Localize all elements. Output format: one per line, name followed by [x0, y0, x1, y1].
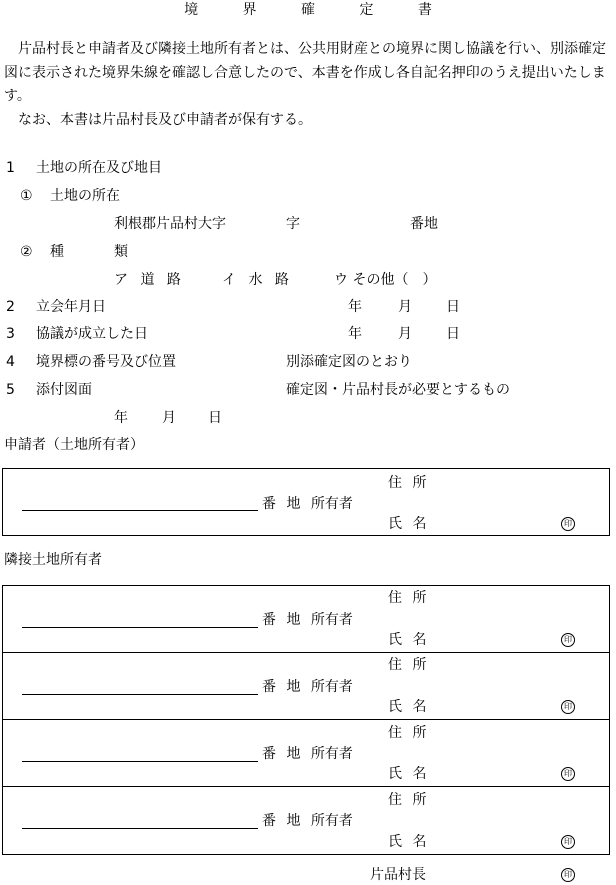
item-3-month: 月	[398, 326, 412, 342]
address-label: 住 所	[388, 725, 427, 741]
address-label: 住 所	[388, 792, 427, 808]
address-label: 住 所	[388, 590, 427, 606]
item-2-label: 立会年月日	[36, 299, 106, 315]
name-label: 氏 名	[388, 766, 427, 782]
item-1-number: 1	[6, 160, 15, 176]
banchi-blank-line	[22, 828, 258, 829]
item-2-month: 月	[398, 299, 412, 315]
item-1a-banchi: 番地	[410, 216, 438, 232]
banchi-owner-label: 番 地 所有者	[262, 612, 353, 628]
item-1a-number: ①	[20, 188, 33, 204]
document-title	[0, 2, 616, 18]
banchi-owner-label: 番 地 所有者	[262, 496, 353, 512]
banchi-owner-label: 番 地 所有者	[262, 746, 353, 762]
name-label: 氏 名	[388, 632, 427, 648]
neighbor-heading: 隣接土地所有者	[4, 552, 102, 568]
item-4-number: 4	[6, 354, 15, 370]
item-2-year: 年	[348, 299, 362, 315]
item-1b-option-water: イ 水 路	[222, 272, 293, 288]
address-label: 住 所	[388, 657, 427, 673]
document-date-month: 月	[162, 410, 176, 426]
name-label: 氏 名	[388, 834, 427, 850]
item-1b-label-1: 種	[50, 244, 64, 260]
seal-mark: 印	[561, 517, 575, 531]
title-char: 書	[417, 2, 432, 18]
item-4-label: 境界標の番号及び位置	[36, 354, 176, 370]
item-4-value: 別添確定図のとおり	[286, 354, 412, 370]
banchi-owner-label: 番 地 所有者	[262, 679, 353, 695]
seal-mark: 印	[561, 868, 575, 882]
banchi-blank-line	[22, 510, 258, 511]
document-date-day: 日	[208, 410, 222, 426]
item-1b-label-2: 類	[114, 244, 128, 260]
item-2-day: 日	[446, 299, 460, 315]
item-3-label: 協議が成立した日	[36, 326, 148, 342]
intro-paragraph-1: 片品村長と申請者及び隣接土地所有者とは、公共用財産との境界に関し協議を行い、別添確定図に表示された境界朱線を確認し合意したので、本書を作成し各自記名押印のうえ提出いたします。	[4, 41, 606, 104]
title-char: 確	[301, 2, 315, 18]
item-3-year: 年	[348, 326, 362, 342]
item-1b-option-other: ウ その他（ ）	[334, 272, 437, 288]
seal-mark: 印	[561, 633, 575, 647]
document-date-year: 年	[114, 410, 128, 426]
address-label: 住 所	[388, 475, 427, 491]
title-char: 境	[184, 2, 199, 18]
item-1b-option-road: ア 道 路	[114, 272, 185, 288]
item-1a-aza: 字	[286, 216, 300, 232]
item-1a-value: 利根郡片品村大字	[114, 216, 226, 232]
item-2-number: 2	[6, 299, 15, 315]
banchi-blank-line	[22, 627, 258, 628]
intro-text	[4, 38, 614, 132]
applicant-heading: 申請者（土地所有者）	[4, 437, 144, 453]
name-label: 氏 名	[388, 699, 427, 715]
item-1a-label: 土地の所在	[50, 188, 120, 204]
name-label: 氏 名	[388, 516, 427, 532]
banchi-blank-line	[22, 694, 258, 695]
intro-paragraph-2: なお、本書は片品村長及び申請者が保有する。	[18, 111, 312, 128]
banchi-blank-line	[22, 761, 258, 762]
mayor-label: 片品村長	[370, 867, 426, 883]
title-char: 定	[359, 2, 374, 18]
seal-mark: 印	[561, 835, 575, 849]
title-char: 界	[242, 2, 257, 18]
seal-mark: 印	[561, 700, 575, 714]
item-1b-number: ②	[20, 244, 33, 260]
banchi-owner-label: 番 地 所有者	[262, 813, 353, 829]
item-3-day: 日	[446, 326, 460, 342]
item-3-number: 3	[6, 326, 15, 342]
item-1-label: 土地の所在及び地目	[36, 160, 162, 176]
seal-mark: 印	[561, 767, 575, 781]
item-5-number: 5	[6, 382, 15, 398]
item-5-label: 添付図面	[36, 382, 92, 398]
item-5-value: 確定図・片品村長が必要とするもの	[286, 382, 510, 398]
